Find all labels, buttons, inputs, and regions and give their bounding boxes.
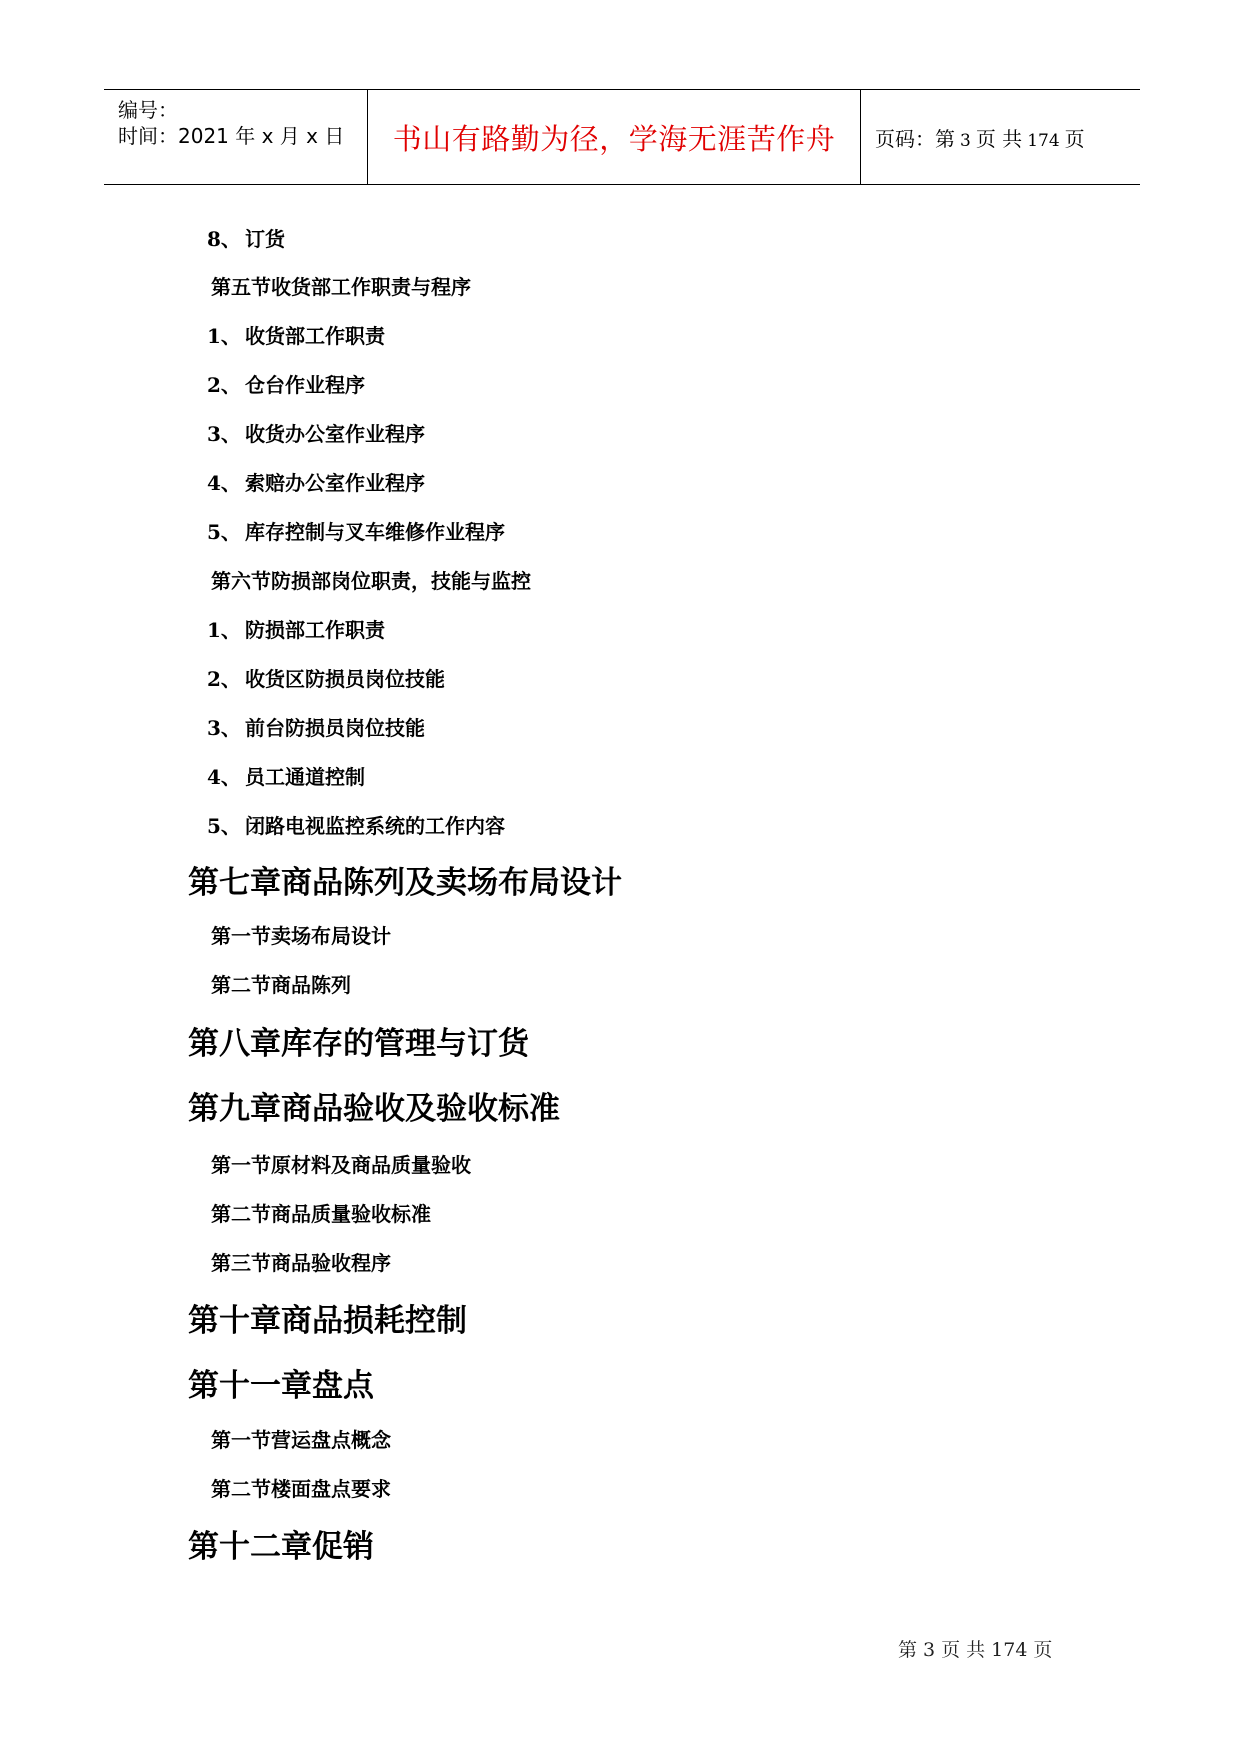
- toc-item-number: 3、: [207, 716, 241, 740]
- toc-item: [207, 663, 445, 692]
- header-page-cell: [861, 90, 1140, 184]
- toc-section: 第二节商品陈列: [211, 973, 351, 997]
- toc-item: [207, 761, 365, 790]
- toc-chapter: 第七章商品陈列及卖场布局设计: [188, 865, 622, 901]
- toc-section: 第三节商品验收程序: [211, 1251, 391, 1275]
- toc-item: [207, 614, 385, 643]
- header-page-total: 174: [1027, 130, 1060, 151]
- toc-section: 第五节收货部工作职责与程序: [211, 275, 471, 299]
- toc-item-title: 收货区防损员岗位技能: [245, 667, 445, 691]
- toc-chapter: 第十章商品损耗控制: [188, 1303, 467, 1339]
- toc-item-number: 2、: [207, 373, 241, 397]
- toc-item-number: 8、: [207, 227, 241, 251]
- toc-section: 第二节楼面盘点要求: [211, 1477, 391, 1501]
- toc-item-number: 2、: [207, 667, 241, 691]
- toc-item-number: 4、: [207, 765, 241, 789]
- toc-item-title: 收货办公室作业程序: [245, 422, 425, 446]
- toc-item: [207, 418, 425, 447]
- toc-item-title: 仓台作业程序: [245, 373, 365, 397]
- footer-prefix: 第: [898, 1639, 918, 1661]
- toc-chapter: 第十二章促销: [188, 1529, 374, 1565]
- toc-item-title: 防损部工作职责: [245, 618, 385, 642]
- document-number-label: 编号：: [118, 98, 178, 122]
- toc-item: [207, 810, 505, 839]
- toc-section: 第一节卖场布局设计: [211, 924, 391, 948]
- page-footer: [898, 1635, 1058, 1662]
- toc-item-number: 5、: [207, 814, 241, 838]
- toc-item-number: 1、: [207, 324, 241, 348]
- document-header: [104, 89, 1140, 185]
- toc-item-title: 员工通道控制: [245, 765, 365, 789]
- header-page-prefix: 页码：第: [875, 126, 955, 151]
- toc-section: 第一节营运盘点概念: [211, 1428, 391, 1452]
- toc-chapter: 第十一章盘点: [188, 1368, 374, 1404]
- toc-item-title: 订货: [245, 227, 285, 251]
- header-page-info: [875, 123, 1085, 152]
- toc-item-number: 5、: [207, 520, 241, 544]
- footer-current-page: 3: [923, 1639, 936, 1661]
- header-page-current: 3: [960, 130, 971, 151]
- toc-item-number: 1、: [207, 618, 241, 642]
- toc-item: [207, 516, 505, 545]
- toc-item-title: 收货部工作职责: [245, 324, 385, 348]
- header-motto-cell: [368, 90, 861, 184]
- footer-suffix: 页: [1033, 1639, 1053, 1661]
- toc-item: [207, 467, 425, 496]
- toc-item: [207, 712, 425, 741]
- header-page-suffix: 页: [1064, 126, 1085, 151]
- toc-item: [207, 369, 365, 398]
- toc-item-title: 前台防损员岗位技能: [245, 716, 425, 740]
- footer-total-pages: 174: [991, 1639, 1028, 1661]
- toc-section: 第二节商品质量验收标准: [211, 1202, 431, 1226]
- header-motto: 书山有路勤为径，学海无涯苦作舟: [392, 121, 836, 156]
- toc-chapter: 第八章库存的管理与订货: [188, 1026, 529, 1062]
- toc-section: 第一节原材料及商品质量验收: [211, 1153, 471, 1177]
- toc-item: [207, 223, 285, 252]
- toc-chapter: 第九章商品验收及验收标准: [188, 1091, 560, 1127]
- toc-item-title: 闭路电视监控系统的工作内容: [245, 814, 505, 838]
- footer-middle: 页 共: [941, 1639, 986, 1661]
- toc-item-title: 索赔办公室作业程序: [245, 471, 425, 495]
- header-info-cell: [104, 90, 368, 184]
- document-time-label: 时间：2021 年 x 月 x 日: [118, 124, 345, 148]
- header-page-middle: 页 共: [975, 126, 1023, 151]
- toc-item-number: 4、: [207, 471, 241, 495]
- toc-item-title: 库存控制与叉车维修作业程序: [245, 520, 505, 544]
- toc-item: [207, 320, 385, 349]
- toc-section: 第六节防损部岗位职责，技能与监控: [211, 569, 531, 593]
- toc-item-number: 3、: [207, 422, 241, 446]
